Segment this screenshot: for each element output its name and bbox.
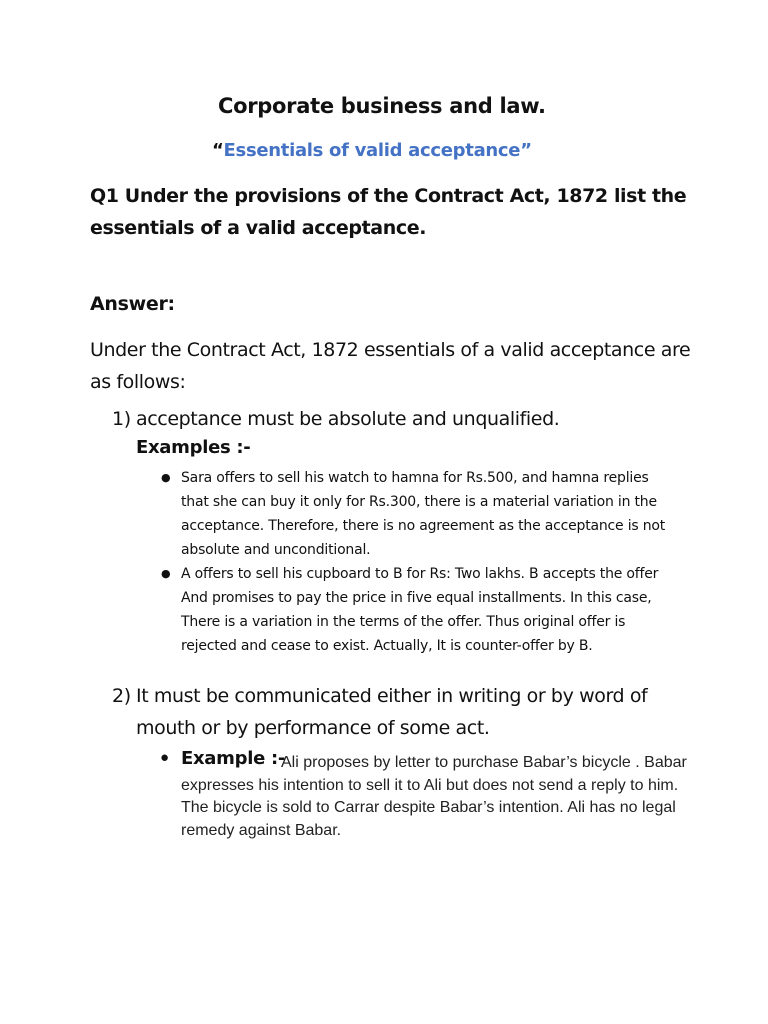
point-text: acceptance must be absolute and unqualified. bbox=[136, 408, 560, 430]
answer-heading: Answer: bbox=[90, 293, 175, 315]
question-text: Q1 Under the provisions of the Contract Act, 1872 list the essentials of a valid acceptance. bbox=[90, 185, 687, 239]
list-item bbox=[160, 466, 680, 562]
bullet-icon: ● bbox=[161, 567, 171, 580]
example-text: A offers to sell his cupboard to B for Rs: Two lakhs. B accepts the offer And promises to pay the price in five equal installments. In this case, There is a variation in the terms of the offer. Thus original offer is rejected and cease to exist. Actually, It is counter-offer by B. bbox=[181, 566, 659, 654]
bullet-icon: ● bbox=[160, 749, 170, 766]
point-text: It must be communicated either in writing or by word of mouth or by performance of some act. bbox=[136, 685, 648, 739]
bullet-icon: ● bbox=[161, 471, 171, 484]
example-text: Ali proposes by letter to purchase Babar’s bicycle . Babar expresses his intention to sell it to Ali but does not send a reply to him. The bicycle is sold to Carrar despite Babar’s intention. Ali has no legal remedy against Babar. bbox=[181, 754, 687, 839]
numbered-point-2 bbox=[112, 680, 696, 744]
numbered-point-1 bbox=[112, 403, 696, 435]
answer-intro: Under the Contract Act, 1872 essentials of a valid acceptance are as follows: bbox=[90, 339, 691, 393]
example-text: Sara offers to sell his watch to hamna for Rs.500, and hamna replies that she can buy it only for Rs.300, there is a material variation in the acceptance. Therefore, there is no agreement as the acceptance is not absolute and unconditional. bbox=[181, 470, 666, 558]
list-item bbox=[160, 562, 680, 658]
subtitle-text: Essentials of valid acceptance” bbox=[223, 140, 532, 161]
document-title: Corporate business and law. bbox=[218, 94, 546, 118]
examples-list bbox=[160, 466, 680, 658]
example-label: Example :- bbox=[181, 748, 286, 769]
document-subtitle bbox=[212, 140, 532, 161]
examples-heading: Examples :- bbox=[136, 437, 251, 458]
point-number: 2) bbox=[112, 685, 131, 707]
subtitle-open-quote: “ bbox=[212, 140, 224, 161]
point-number: 1) bbox=[112, 408, 131, 430]
